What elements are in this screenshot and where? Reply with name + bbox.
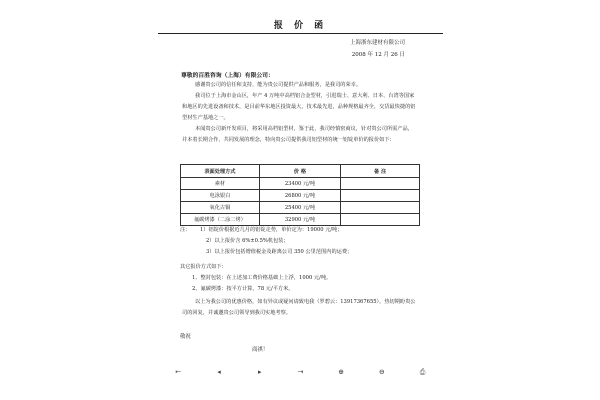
other-method-item: 1、整封包装：在上述加工费价格基础上上浮，1000 元/吨。	[192, 275, 332, 281]
row-method: 素材	[181, 178, 260, 190]
prev-page-icon[interactable]: ◂	[217, 368, 221, 376]
notes-label: 注：	[180, 227, 191, 233]
other-methods-label: 其它报价方式如下：	[180, 264, 227, 270]
note-item: 2）以上报价含 6%±0.5%机包装；	[206, 238, 289, 244]
row-note	[341, 178, 420, 190]
other-method-item: 2、氟碳烤漆：按平方计算，78 元/平方米。	[192, 286, 294, 292]
next-page-icon[interactable]: ▸	[257, 368, 262, 376]
paragraph-thanks: 感谢贵公司的信任和支持，能为贵公司提供产品和服务，是我司的荣幸。	[195, 82, 362, 88]
table-row	[181, 202, 420, 214]
title-divider	[158, 33, 443, 34]
table-header-row	[181, 165, 420, 178]
row-price: 26800 元/吨	[259, 190, 340, 202]
row-price: 25400 元/吨	[259, 202, 340, 214]
last-page-icon[interactable]: ⇥	[297, 368, 304, 376]
blessing: 商祺！	[252, 347, 269, 353]
document-page	[158, 0, 443, 400]
header-surface-treatment: 表面处理方式	[181, 165, 260, 178]
row-note	[341, 202, 420, 214]
document-title: 报 价 函	[273, 21, 328, 31]
row-note	[341, 190, 420, 202]
header-remarks: 备 注	[341, 165, 420, 178]
table-row	[181, 214, 420, 226]
zoom-out-icon[interactable]: ⊖	[378, 368, 385, 376]
row-method: 氟碳烤漆（二涂二烤）	[181, 214, 260, 226]
note-item: 1）铝锭价根据近几月的铝锭走势，单价定为：19000 元/吨；	[200, 227, 343, 233]
letter-date: 2008 年 12 月 26 日	[351, 52, 405, 58]
regards: 敬祝	[180, 334, 191, 340]
first-page-icon[interactable]: ⇤	[175, 368, 182, 376]
row-method: 氧化古铜	[181, 202, 260, 214]
row-method: 电泳银白	[181, 190, 260, 202]
salutation: 尊敬的百胜咨询（上海）有限公司：	[181, 73, 274, 79]
paragraph-quote-intro: 本闻贵公司新开发项目，将采用高档铝型材，鉴于此，我司经慎密商议，针对贵公司所需产品，并本着长期合作、共同发展的理念，特向贵公司提供我司铝型材的统一铝锭单价的报价如下：	[182, 126, 413, 143]
header-price: 价 格	[259, 165, 340, 178]
note-item: 3）以上报价包括增值税金及距离公司 350 公里范围内的运费；	[206, 249, 353, 255]
row-price: 32900 元/吨	[259, 214, 340, 226]
price-table	[180, 164, 420, 226]
closing-paragraph: 以上为我公司的优惠价格，如有异议或疑问请致电我（罗碧云：13917367655），热切期盼贵公司的回复，并诚邀贵公司领导到我司实地考察。	[182, 299, 416, 316]
sender-company: 上海浙东建材有限公司	[349, 40, 405, 46]
row-note	[341, 214, 420, 226]
paragraph-company-intro: 我司位于上海市金山区，年产 4 万吨中高档铝合金型材，引进瑞士、意大利、日本、台湾等国家和地区的先进设备和技术，是目前华东地区投资最大，技术最先进，品种规格最齐全，交货最快捷的铝型材生产基地之一。	[182, 93, 416, 121]
print-icon[interactable]: ⎙	[419, 368, 426, 376]
zoom-in-icon[interactable]: ⊕	[338, 368, 345, 376]
table-row	[181, 190, 420, 202]
table-row	[181, 178, 420, 190]
footer-toolbar	[158, 368, 443, 377]
row-price: 23400 元/吨	[259, 178, 340, 190]
